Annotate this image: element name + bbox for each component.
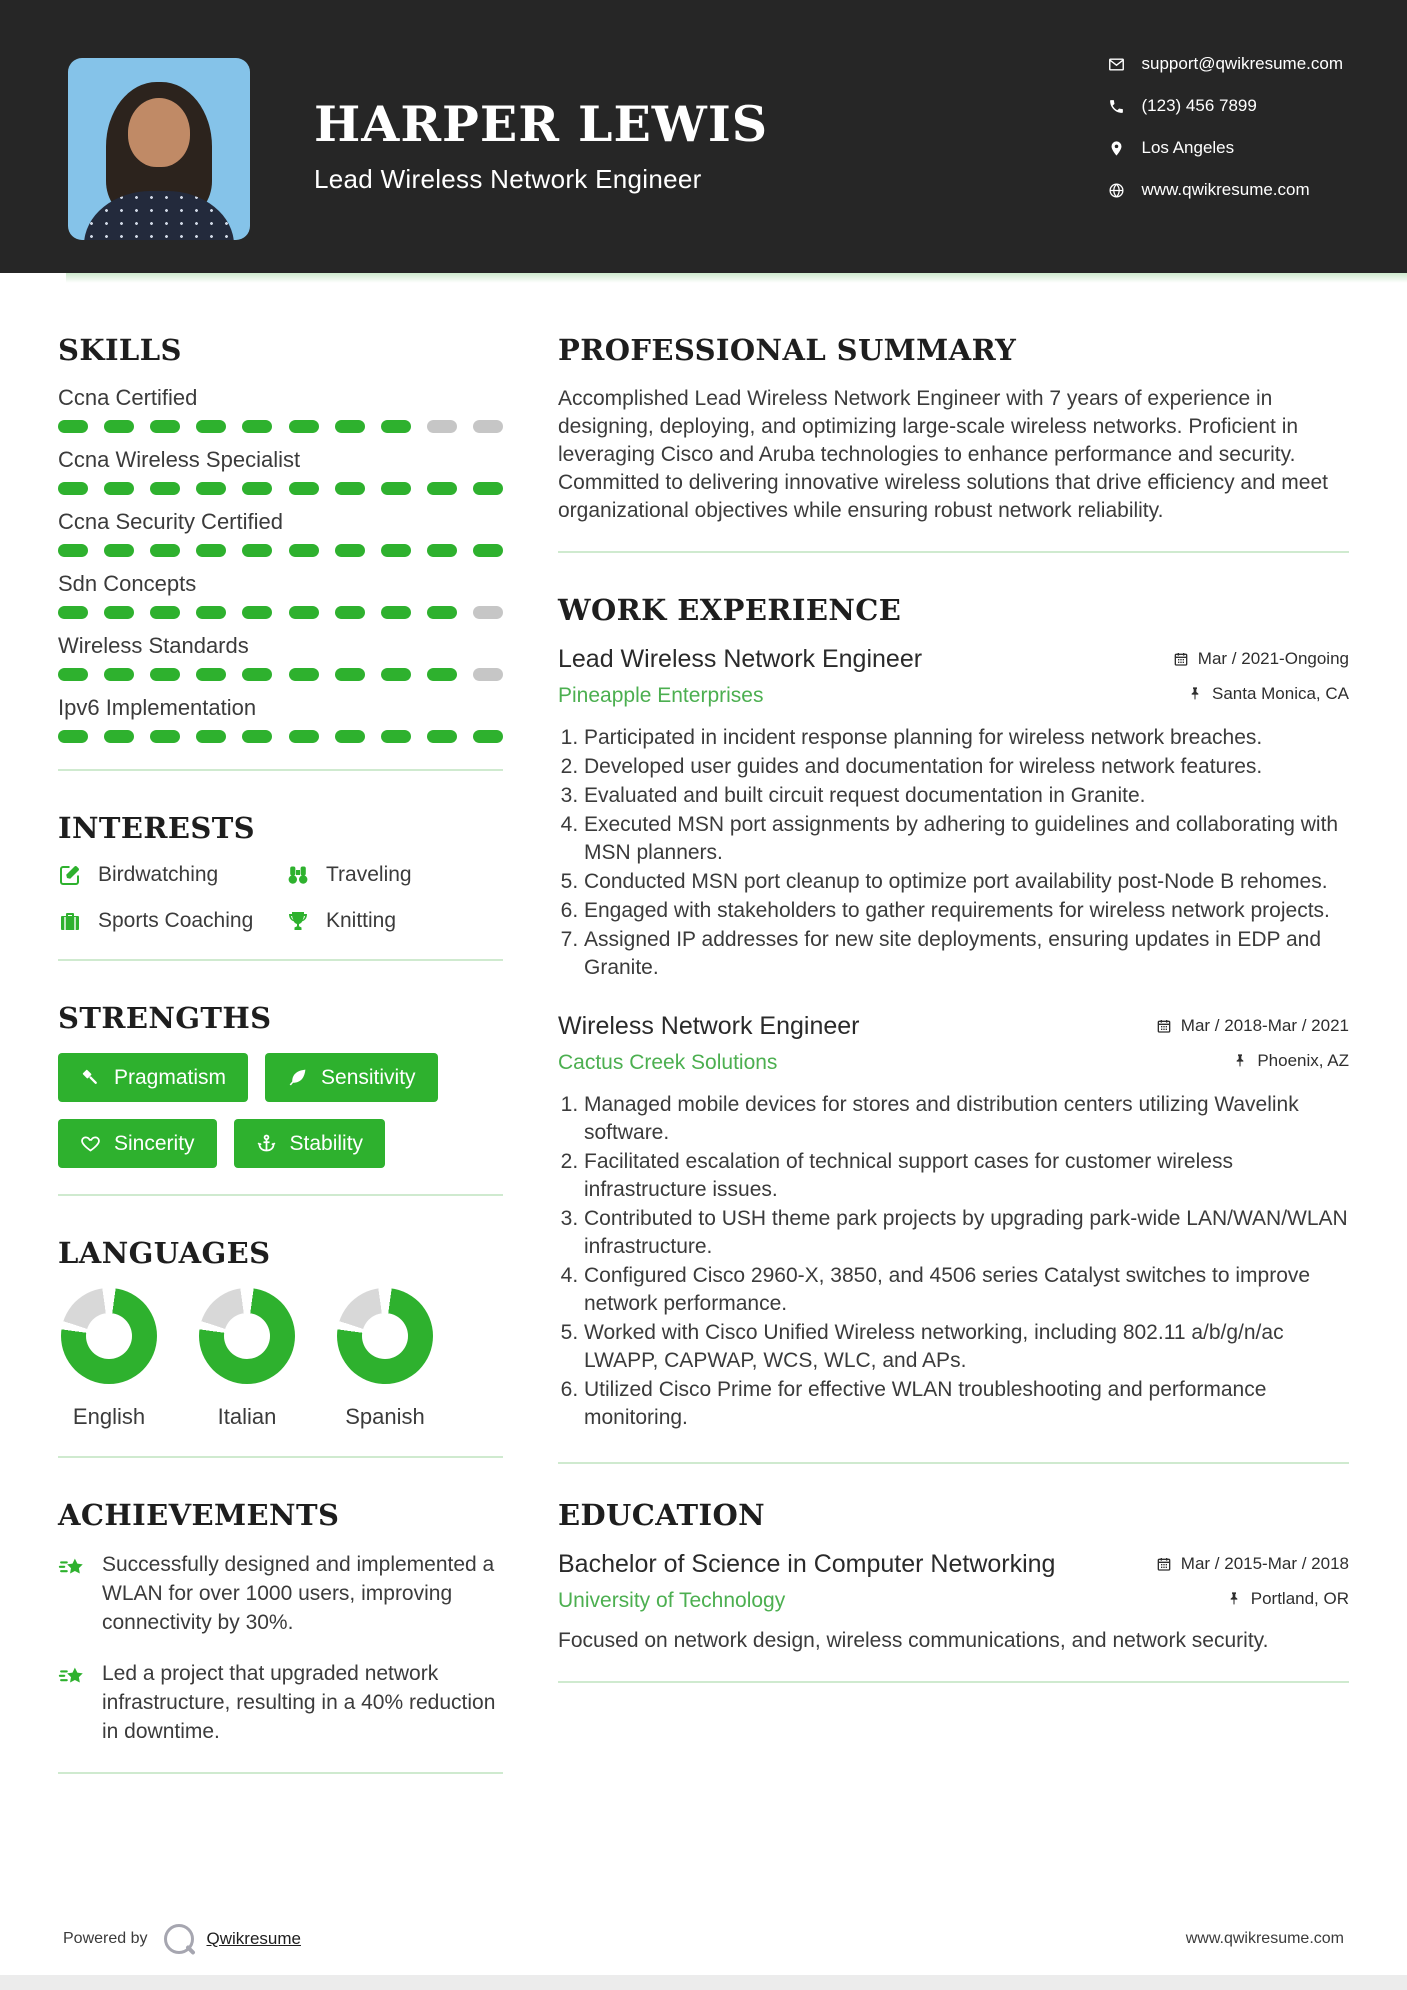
skill-dash	[381, 482, 411, 495]
job-entry	[558, 645, 1349, 982]
job-bullet-list	[558, 1091, 1349, 1432]
main-content	[0, 283, 1407, 1774]
skill-dash	[473, 668, 503, 681]
language-donut-chart	[199, 1288, 295, 1384]
language-item	[58, 1288, 160, 1430]
phone-icon	[1108, 98, 1125, 115]
skill-level-bar	[58, 730, 503, 743]
contact-phone[interactable]	[1108, 96, 1344, 116]
calendar-icon	[1156, 1556, 1172, 1572]
skill-dash	[150, 606, 180, 619]
skill-dash	[196, 544, 226, 557]
leaf-icon	[287, 1067, 308, 1088]
skill-dash	[150, 420, 180, 433]
job-bullet: 2. Developed user guides and documentation for wireless network features.	[584, 753, 1349, 781]
skill-dash	[335, 420, 365, 433]
header-shadow	[66, 273, 1407, 283]
skill-level-bar	[58, 606, 503, 619]
candidate-name: HARPER LEWIS	[314, 95, 769, 153]
skill-dash	[335, 730, 365, 743]
achievement-item	[58, 1659, 503, 1746]
job-bullet: 6. Engaged with stakeholders to gather requirements for wireless network projects.	[584, 897, 1349, 925]
left-column	[58, 333, 503, 1774]
skill-name: Wireless Standards	[58, 633, 249, 658]
company-name: Cactus Creek Solutions	[558, 1051, 778, 1074]
section-divider	[558, 1681, 1349, 1683]
skill-item	[58, 633, 503, 681]
skill-dash	[196, 668, 226, 681]
skill-dash	[381, 420, 411, 433]
job-date-text: Mar / 2018-Mar / 2021	[1180, 1016, 1349, 1035]
skill-dash	[289, 544, 319, 557]
strength-label: Sincerity	[114, 1131, 195, 1155]
skill-dash	[427, 420, 457, 433]
skill-name: Ipv6 Implementation	[58, 695, 257, 720]
job-bullet: 3. Evaluated and built circuit request documentation in Granite.	[584, 782, 1349, 810]
school-name: University of Technology	[558, 1589, 786, 1612]
footer-site-url: www.qwikresume.com	[1185, 1930, 1344, 1947]
skill-dash	[58, 730, 88, 743]
skill-name: Ccna Security Certified	[58, 509, 283, 534]
section-divider	[58, 1456, 503, 1458]
job-bullet: 6. Utilized Cisco Prime for effective WLAN troubleshooting and performance monitoring.	[584, 1376, 1349, 1432]
skill-level-bar	[58, 668, 503, 681]
skill-dash	[289, 668, 319, 681]
qwikresume-logo-icon	[164, 1924, 194, 1954]
job-bullet: 4. Configured Cisco 2960-X, 3850, and 4506 series Catalyst switches to improve network performance.	[584, 1262, 1349, 1318]
shooting-star-icon	[58, 1553, 88, 1583]
skill-dash	[150, 730, 180, 743]
briefcase-icon	[58, 909, 82, 933]
skill-item	[58, 571, 503, 619]
pushpin-icon	[1226, 1591, 1242, 1607]
contact-email[interactable]	[1108, 54, 1344, 74]
contact-website[interactable]	[1108, 180, 1344, 200]
skill-level-bar	[58, 482, 503, 495]
section-divider	[58, 959, 503, 961]
language-label: English	[72, 1404, 146, 1429]
strengths-list	[58, 1053, 488, 1168]
skill-dash	[335, 668, 365, 681]
achievements-heading: ACHIEVEMENTS	[58, 1498, 340, 1532]
contact-phone-text: (123) 456 7899	[1141, 96, 1257, 115]
achievement-item	[58, 1550, 503, 1637]
interest-item	[286, 863, 503, 887]
work-experience-heading: WORK EXPERIENCE	[558, 593, 902, 627]
skill-item	[58, 447, 503, 495]
strength-badge	[234, 1119, 386, 1168]
pushpin-icon	[1232, 1053, 1248, 1069]
language-label: Spanish	[345, 1404, 425, 1429]
job-bullet: 5. Conducted MSN port cleanup to optimize port availability post-Node B rehomes.	[584, 868, 1349, 896]
education-date-text: Mar / 2015-Mar / 2018	[1180, 1554, 1349, 1573]
language-donut-chart	[61, 1288, 157, 1384]
interest-label: Traveling	[326, 863, 412, 886]
skill-dash	[427, 730, 457, 743]
skill-dash	[289, 730, 319, 743]
skill-dash	[150, 668, 180, 681]
contact-list	[1108, 54, 1344, 200]
achievement-text: Led a project that upgraded network infrastructure, resulting in a 40% reduction in downtime.	[102, 1662, 496, 1743]
binoculars-icon	[286, 863, 310, 887]
interest-item	[286, 909, 503, 933]
job-bullet: 7. Assigned IP addresses for new site deployments, ensuring updates in EDP and Granite.	[584, 926, 1349, 982]
job-location	[1232, 1051, 1349, 1071]
avatar-face	[128, 98, 190, 167]
interests-heading: INTERESTS	[58, 811, 256, 845]
skill-name: Ccna Wireless Specialist	[58, 447, 301, 472]
job-bullet: 1. Participated in incident response planning for wireless network breaches.	[584, 724, 1349, 752]
job-date	[1156, 1016, 1349, 1036]
skill-dash	[104, 482, 134, 495]
job-title: Wireless Network Engineer	[558, 1012, 860, 1040]
strength-label: Stability	[289, 1131, 364, 1155]
interest-label: Knitting	[326, 909, 397, 932]
job-date	[1173, 649, 1349, 669]
skill-dash	[335, 544, 365, 557]
email-icon	[1108, 56, 1125, 73]
strength-badge	[58, 1119, 217, 1168]
footer	[63, 1924, 1344, 1954]
skill-dash	[427, 482, 457, 495]
skill-dash	[335, 482, 365, 495]
skill-dash	[242, 668, 272, 681]
interest-label: Birdwatching	[98, 863, 219, 886]
skill-dash	[58, 544, 88, 557]
education-heading: EDUCATION	[558, 1498, 766, 1532]
skills-heading: SKILLS	[58, 333, 182, 367]
pushpin-icon	[1187, 686, 1203, 702]
skill-item	[58, 385, 503, 433]
job-bullet: 3. Contributed to USH theme park projects by upgrading park-wide LAN/WAN/WLAN infrastructure.	[584, 1205, 1349, 1261]
interest-item	[58, 863, 286, 887]
summary-heading: PROFESSIONAL SUMMARY	[558, 333, 1017, 367]
skill-dash	[196, 730, 226, 743]
language-label: Italian	[217, 1404, 277, 1429]
job-bullet-list	[558, 724, 1349, 982]
shooting-star-icon	[58, 1662, 88, 1692]
skill-name: Sdn Concepts	[58, 571, 197, 596]
job-location-text: Santa Monica, CA	[1211, 684, 1349, 703]
section-divider	[558, 551, 1349, 553]
powered-by-text: Powered by	[63, 1930, 148, 1947]
skill-dash	[242, 482, 272, 495]
interests-list	[58, 863, 503, 933]
skill-dash	[473, 420, 503, 433]
skill-dash	[242, 420, 272, 433]
skill-level-bar	[58, 544, 503, 557]
skill-dash	[473, 606, 503, 619]
language-item	[334, 1288, 436, 1430]
languages-list	[58, 1288, 503, 1430]
degree-title: Bachelor of Science in Computer Networking	[558, 1550, 1056, 1578]
strength-badge	[265, 1053, 438, 1102]
strength-badge	[58, 1053, 248, 1102]
skill-dash	[381, 606, 411, 619]
skill-dash	[242, 544, 272, 557]
skill-item	[58, 509, 503, 557]
header-identity	[314, 95, 769, 195]
skill-name: Ccna Certified	[58, 385, 198, 410]
skill-dash	[58, 606, 88, 619]
language-item	[196, 1288, 298, 1430]
job-location-text: Phoenix, AZ	[1257, 1051, 1349, 1070]
skill-dash	[242, 606, 272, 619]
skill-level-bar	[58, 420, 503, 433]
job-title: Lead Wireless Network Engineer	[558, 645, 923, 673]
avatar-torso	[84, 191, 233, 240]
job-location	[1187, 684, 1349, 704]
skill-dash	[473, 544, 503, 557]
interest-item	[58, 909, 286, 933]
skill-dash	[473, 730, 503, 743]
strength-label: Pragmatism	[114, 1065, 227, 1089]
heart-icon	[80, 1133, 101, 1154]
skill-dash	[150, 482, 180, 495]
skill-dash	[427, 668, 457, 681]
contact-location-text: Los Angeles	[1141, 138, 1235, 157]
skill-dash	[289, 482, 319, 495]
gavel-icon	[80, 1067, 101, 1088]
calendar-icon	[1173, 651, 1189, 667]
edit-pencil-icon	[58, 863, 82, 887]
skill-dash	[335, 606, 365, 619]
skill-dash	[150, 544, 180, 557]
section-divider	[58, 1772, 503, 1774]
skill-dash	[104, 606, 134, 619]
skill-dash	[381, 668, 411, 681]
language-donut-chart	[337, 1288, 433, 1384]
skill-dash	[427, 606, 457, 619]
education-date	[1156, 1554, 1349, 1574]
interest-label: Sports Coaching	[98, 909, 254, 932]
company-name: Pineapple Enterprises	[558, 684, 764, 707]
skill-dash	[104, 544, 134, 557]
right-column	[558, 333, 1349, 1774]
trophy-icon	[286, 909, 310, 933]
profile-photo	[68, 58, 250, 240]
job-bullet: 2. Facilitated escalation of technical support cases for customer wireless infrastructure issues.	[584, 1148, 1349, 1204]
achievement-text: Successfully designed and implemented a WLAN for over 1000 users, improving connectivity by 30%.	[102, 1553, 495, 1634]
skill-dash	[58, 482, 88, 495]
skill-dash	[473, 482, 503, 495]
job-entry	[558, 1012, 1349, 1432]
skill-dash	[196, 606, 226, 619]
location-pin-icon	[1108, 140, 1125, 157]
anchor-icon	[256, 1133, 277, 1154]
education-description: Focused on network design, wireless communications, and network security.	[558, 1629, 1269, 1652]
strength-label: Sensitivity	[321, 1065, 416, 1089]
skill-dash	[289, 420, 319, 433]
skill-dash	[104, 730, 134, 743]
calendar-icon	[1156, 1018, 1172, 1034]
contact-email-text: support@qwikresume.com	[1141, 54, 1343, 73]
job-date-text: Mar / 2021-Ongoing	[1197, 649, 1349, 668]
skill-dash	[242, 730, 272, 743]
skill-dash	[196, 482, 226, 495]
qwikresume-link[interactable]: Qwikresume	[206, 1929, 301, 1948]
globe-icon	[1108, 182, 1125, 199]
job-bullet: 1. Managed mobile devices for stores and distribution centers utilizing Wavelink software.	[584, 1091, 1349, 1147]
job-bullet: 4. Executed MSN port assignments by adhering to guidelines and collaborating with MSN planners.	[584, 811, 1349, 867]
skill-dash	[381, 730, 411, 743]
skill-dash	[381, 544, 411, 557]
contact-location	[1108, 138, 1344, 158]
skill-item	[58, 695, 503, 743]
skill-dash	[104, 420, 134, 433]
summary-text: Accomplished Lead Wireless Network Engineer with 7 years of experience in designing, deploying, and optimizing large-scale wireless networks. Proficient in leveraging Cisco and Aruba technologies to enhance performance and security. Committed to delivering innovative wireless solutions that drive efficiency and meet organizational objectives while ensuring robust network reliability.	[558, 387, 1328, 522]
education-entry	[558, 1550, 1349, 1655]
languages-heading: LANGUAGES	[58, 1236, 271, 1270]
section-divider	[58, 1194, 503, 1196]
job-bullet: 5. Worked with Cisco Unified Wireless networking, including 802.11 a/b/g/n/ac LWAPP, CAPWAP, WCS, WLC, and APs.	[584, 1319, 1349, 1375]
education-location-text: Portland, OR	[1250, 1589, 1349, 1608]
skill-dash	[58, 420, 88, 433]
section-divider	[58, 769, 503, 771]
strengths-heading: STRENGTHS	[58, 1001, 272, 1035]
section-divider	[558, 1462, 1349, 1464]
skill-dash	[58, 668, 88, 681]
skill-dash	[104, 668, 134, 681]
header	[0, 0, 1407, 273]
education-location	[1226, 1589, 1349, 1609]
skill-dash	[196, 420, 226, 433]
skill-dash	[427, 544, 457, 557]
skill-dash	[289, 606, 319, 619]
page-bottom-edge	[0, 1975, 1407, 1990]
contact-website-text: www.qwikresume.com	[1141, 180, 1310, 199]
candidate-job-title: Lead Wireless Network Engineer	[314, 164, 702, 194]
